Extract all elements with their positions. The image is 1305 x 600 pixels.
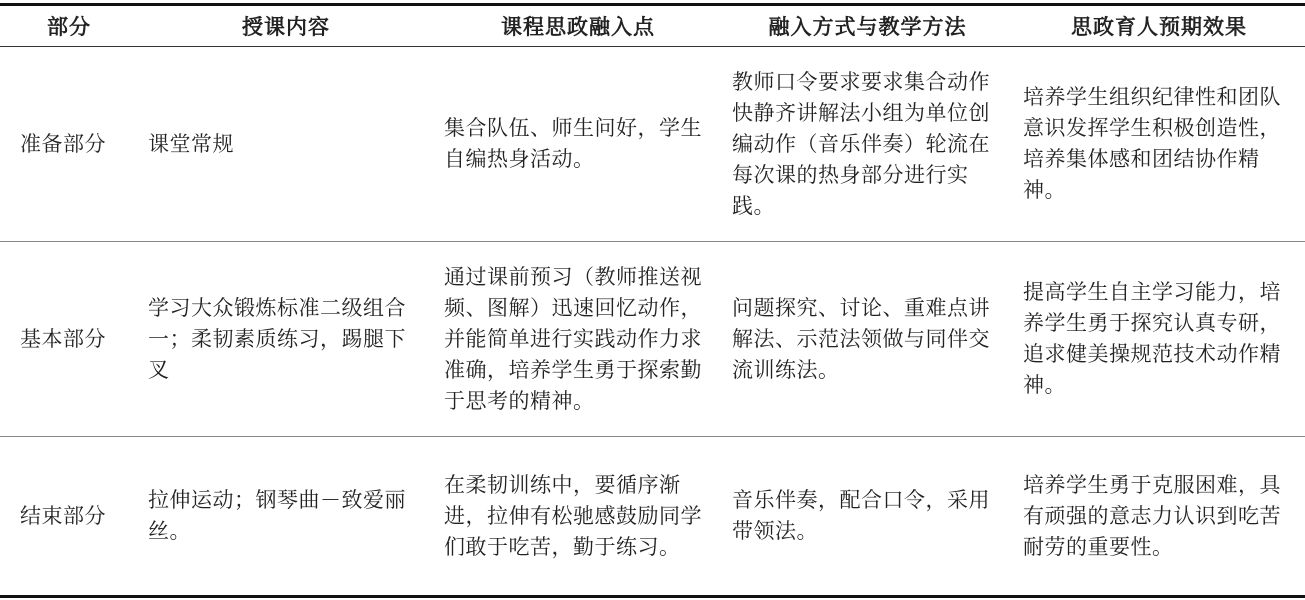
cell-method: 问题探究、讨论、重难点讲解法、示范法领做与同伴交流训练法。 (732, 295, 990, 382)
cell-method: 音乐伴奏，配合口令，采用带领法。 (732, 488, 990, 543)
cell-integration-point: 在柔韧训练中，要循序渐进，拉伸有松驰感鼓励同学们敢于吃苦，勤于练习。 (444, 472, 702, 559)
cell-effect: 培养学生勇于克服困难，具有顽强的意志力认识到吃苦耐劳的重要性。 (1023, 472, 1281, 559)
cell-section: 结束部分 (20, 503, 106, 528)
cell-content: 学习大众锻炼标准二级组合一；柔韧素质练习，踢腿下叉 (148, 295, 406, 382)
cell-section: 准备部分 (20, 131, 106, 156)
cell-content: 课堂常规 (148, 131, 234, 156)
table-row (0, 47, 1305, 242)
cell-content: 拉伸运动；钢琴曲－致爱丽丝。 (148, 488, 406, 543)
table-row (0, 242, 1305, 437)
header-section: 部分 (47, 15, 91, 39)
header-integration-point: 课程思政融入点 (501, 15, 655, 39)
cell-integration-point: 通过课前预习（教师推送视频、图解）迅速回忆动作，并能简单进行实践动作力求准确，培养学生勇于探索勤于思考的精神。 (444, 264, 702, 413)
header-content: 授课内容 (242, 15, 330, 39)
cell-integration-point: 集合队伍、师生问好，学生自编热身活动。 (444, 116, 702, 171)
table-header (0, 5, 1305, 47)
table-body (0, 47, 1305, 597)
table-row (0, 437, 1305, 597)
cell-method: 教师口令要求要求集合动作快静齐讲解法小组为单位创编动作（音乐伴奏）轮流在每次课的热身部分进行实践。 (732, 69, 990, 218)
header-method: 融入方式与教学方法 (768, 15, 967, 39)
cell-effect: 培养学生组织纪律性和团队意识发挥学生积极创造性，培养集体感和团结协作精神。 (1023, 85, 1281, 202)
teaching-plan-table (0, 3, 1305, 598)
header-row (0, 5, 1305, 47)
cell-section: 基本部分 (20, 326, 106, 351)
header-effect: 思政育人预期效果 (1071, 15, 1247, 39)
cell-effect: 提高学生自主学习能力，培养学生勇于探究认真专研，追求健美操规范技术动作精神。 (1023, 280, 1281, 397)
